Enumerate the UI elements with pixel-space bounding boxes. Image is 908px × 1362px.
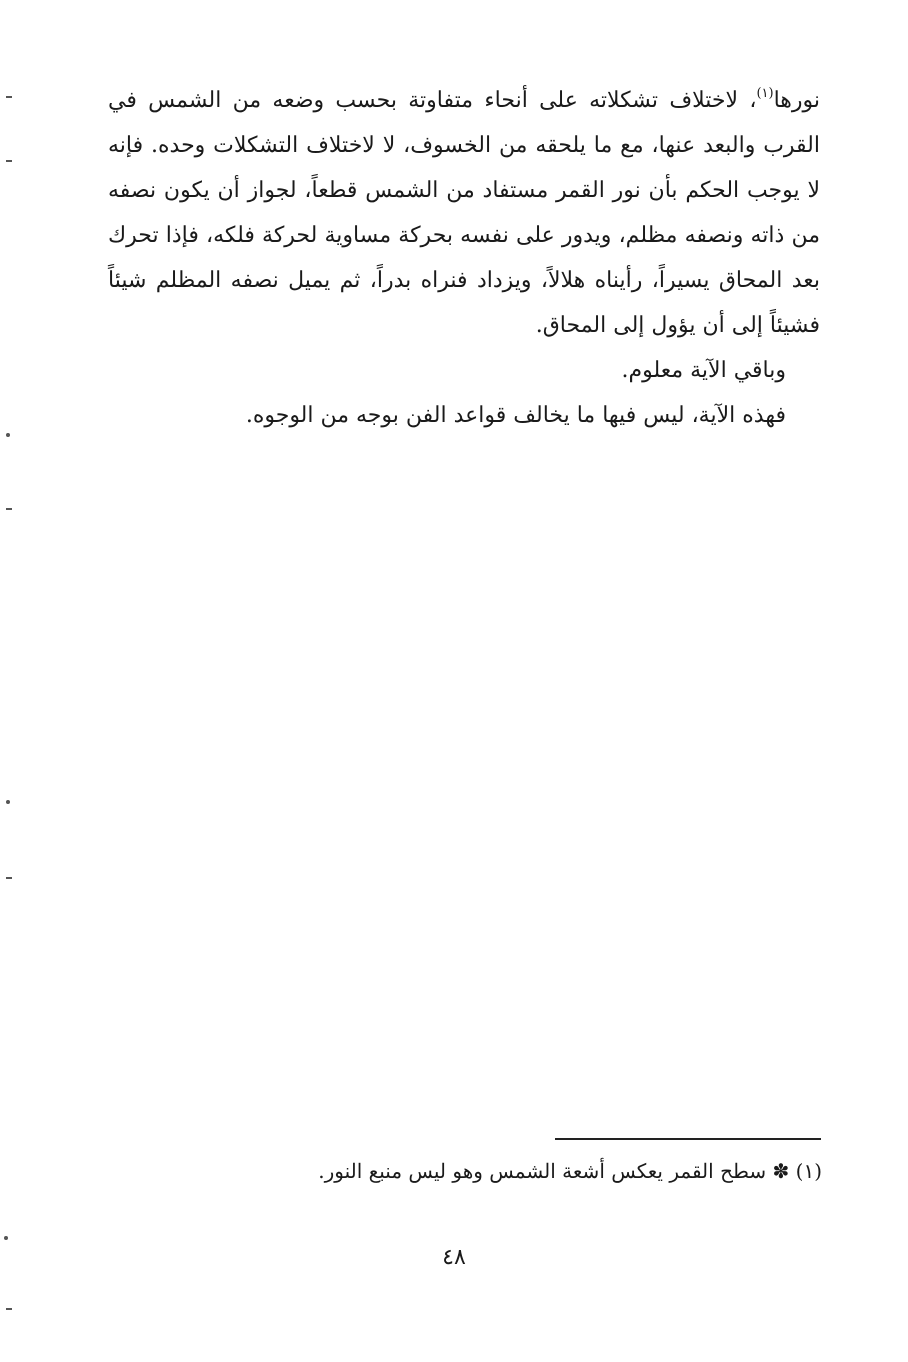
- paragraph-1: [108, 78, 820, 348]
- footnote-reference: (١): [756, 86, 774, 101]
- margin-mark: [6, 877, 12, 879]
- margin-mark: [6, 96, 12, 98]
- margin-mark: [4, 1236, 8, 1240]
- margin-mark: [6, 508, 12, 510]
- margin-mark: [6, 433, 10, 437]
- margin-mark: [6, 160, 12, 162]
- paragraph-1-rest: ، لاختلاف تشكلاته على أنحاء متفاوتة بحسب وضعه من الشمس في القرب والبعد عنها، مع ما يلحقه من الخسوف، لا لاختلاف التشكلات وحده. فإنه لا يوجب الحكم بأن نور القمر مستفاد من الشمس قطعاً، لجواز أن يكون نصفه من ذاته ونصفه مظلم، ويدور على نفسه بحركة مساوية لحركة فلكه، فإذا تحرك بعد المحاق يسيراً، رأيناه هلالاً، ويزداد فنراه بدراً، ثم يميل نصفه المظلم شيئاً فشيئاً إلى أن يؤول إلى المحاق.: [108, 88, 820, 338]
- page-number: ٤٨: [442, 1245, 466, 1270]
- footnote-divider: [555, 1138, 821, 1140]
- footnote-text: سطح القمر يعكس أشعة الشمس وهو ليس منبع النور.: [318, 1159, 767, 1183]
- footnote-number: (١): [795, 1159, 822, 1183]
- margin-mark: [6, 800, 10, 804]
- main-text: [108, 78, 820, 438]
- footnote-asterisk-icon: ✽: [772, 1159, 790, 1183]
- paragraph-1-start: نورها: [773, 88, 820, 113]
- footnote: [200, 1151, 822, 1191]
- paragraph-3: فهذه الآية، ليس فيها ما يخالف قواعد الفن بوجه من الوجوه.: [245, 403, 786, 428]
- paragraph-2: وباقي الآية معلوم.: [621, 358, 786, 383]
- margin-mark: [6, 1308, 12, 1310]
